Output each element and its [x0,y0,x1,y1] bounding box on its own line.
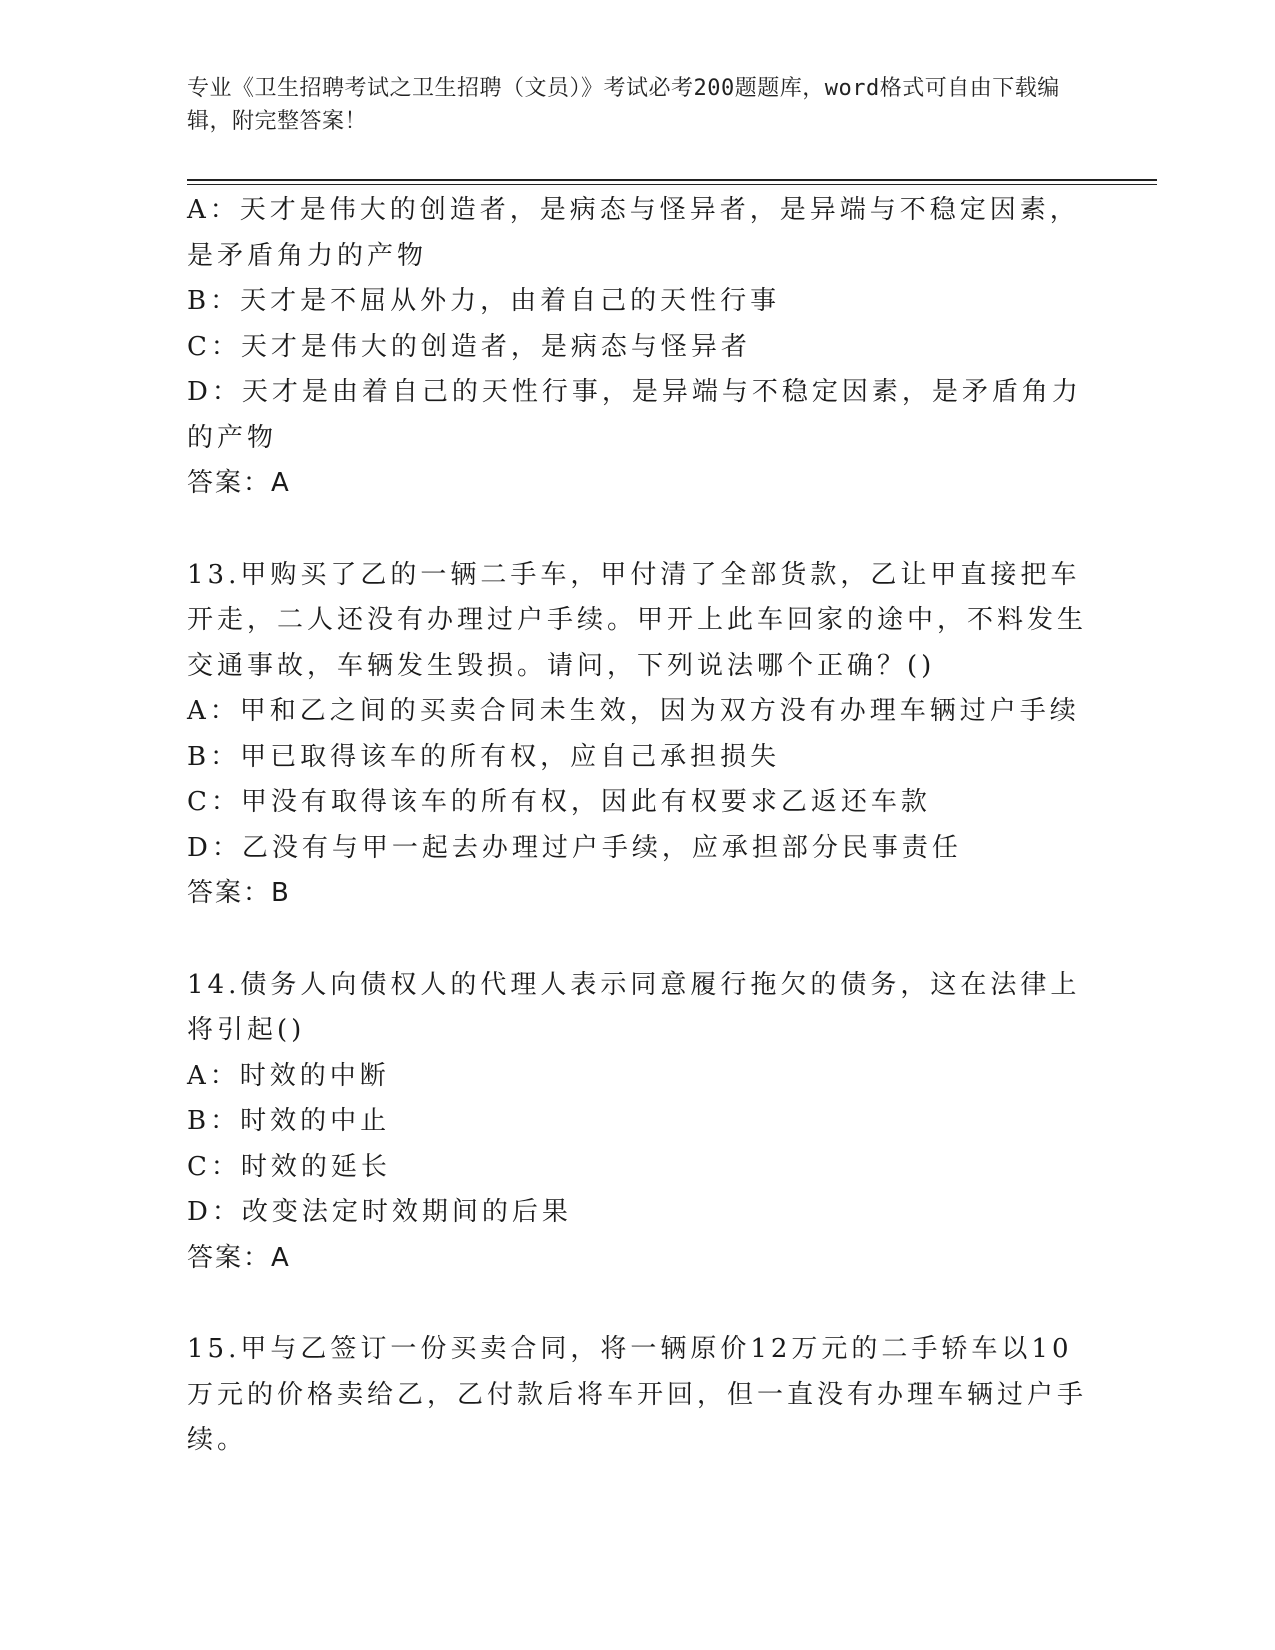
question-stem: 13.甲购买了乙的一辆二手车，甲付清了全部货款，乙让甲直接把车开走，二人还没有办理过户手续。甲开上此车回家的途中，不料发生交通事故，车辆发生毁损。请问，下列说法哪个正确？() [187,559,1088,681]
question-13 [187,553,1087,917]
question-stem: 14.债务人向债权人的代理人表示同意履行拖欠的债务，这在法律上将引起() [187,969,1081,1045]
question-list [187,188,1087,1464]
option-b: B：天才是不屈从外力，由着自己的天性行事 [187,286,781,316]
option-b: B：时效的中止 [187,1106,391,1136]
option-d: D：乙没有与甲一起去办理过户手续，应承担部分民事责任 [187,832,962,863]
question-15 [187,1327,1087,1464]
option-b: B：甲已取得该车的所有权，应自己承担损失 [187,741,781,772]
document-header: 专业《卫生招聘考试之卫生招聘（文员）》考试必考200题题库，word格式可自由下载编辑，附完整答案！ [187,76,1060,134]
option-a: A：时效的中断 [187,1060,390,1091]
answer: 答案：A [187,1242,291,1273]
answer: 答案：B [187,878,291,908]
question-12 [187,188,1087,507]
header-divider-thick [187,179,1157,181]
option-a: A：甲和乙之间的买卖合同未生效，因为双方没有办理车辆过户手续 [187,696,1080,726]
question-stem: 15.甲与乙签订一份买卖合同，将一辆原价12万元的二手轿车以10万元的价格卖给乙，乙付款后将车开回，但一直没有办理车辆过户手续。 [187,1334,1088,1455]
option-c: C：天才是伟大的创造者，是病态与怪异者 [187,331,751,362]
answer: 答案：A [187,468,291,498]
option-d: D：改变法定时效期间的后果 [187,1197,572,1227]
option-a: A：天才是伟大的创造者，是病态与怪异者，是异端与不稳定因素，是矛盾角力的产物 [187,195,1080,271]
option-c: C：甲没有取得该车的所有权，因此有权要求乙返还车款 [187,787,931,817]
option-d: D：天才是由着自己的天性行事，是异端与不稳定因素，是矛盾角力的产物 [187,377,1082,453]
question-14 [187,963,1087,1282]
header-divider-thin [187,184,1157,185]
option-c: C：时效的延长 [187,1151,391,1182]
